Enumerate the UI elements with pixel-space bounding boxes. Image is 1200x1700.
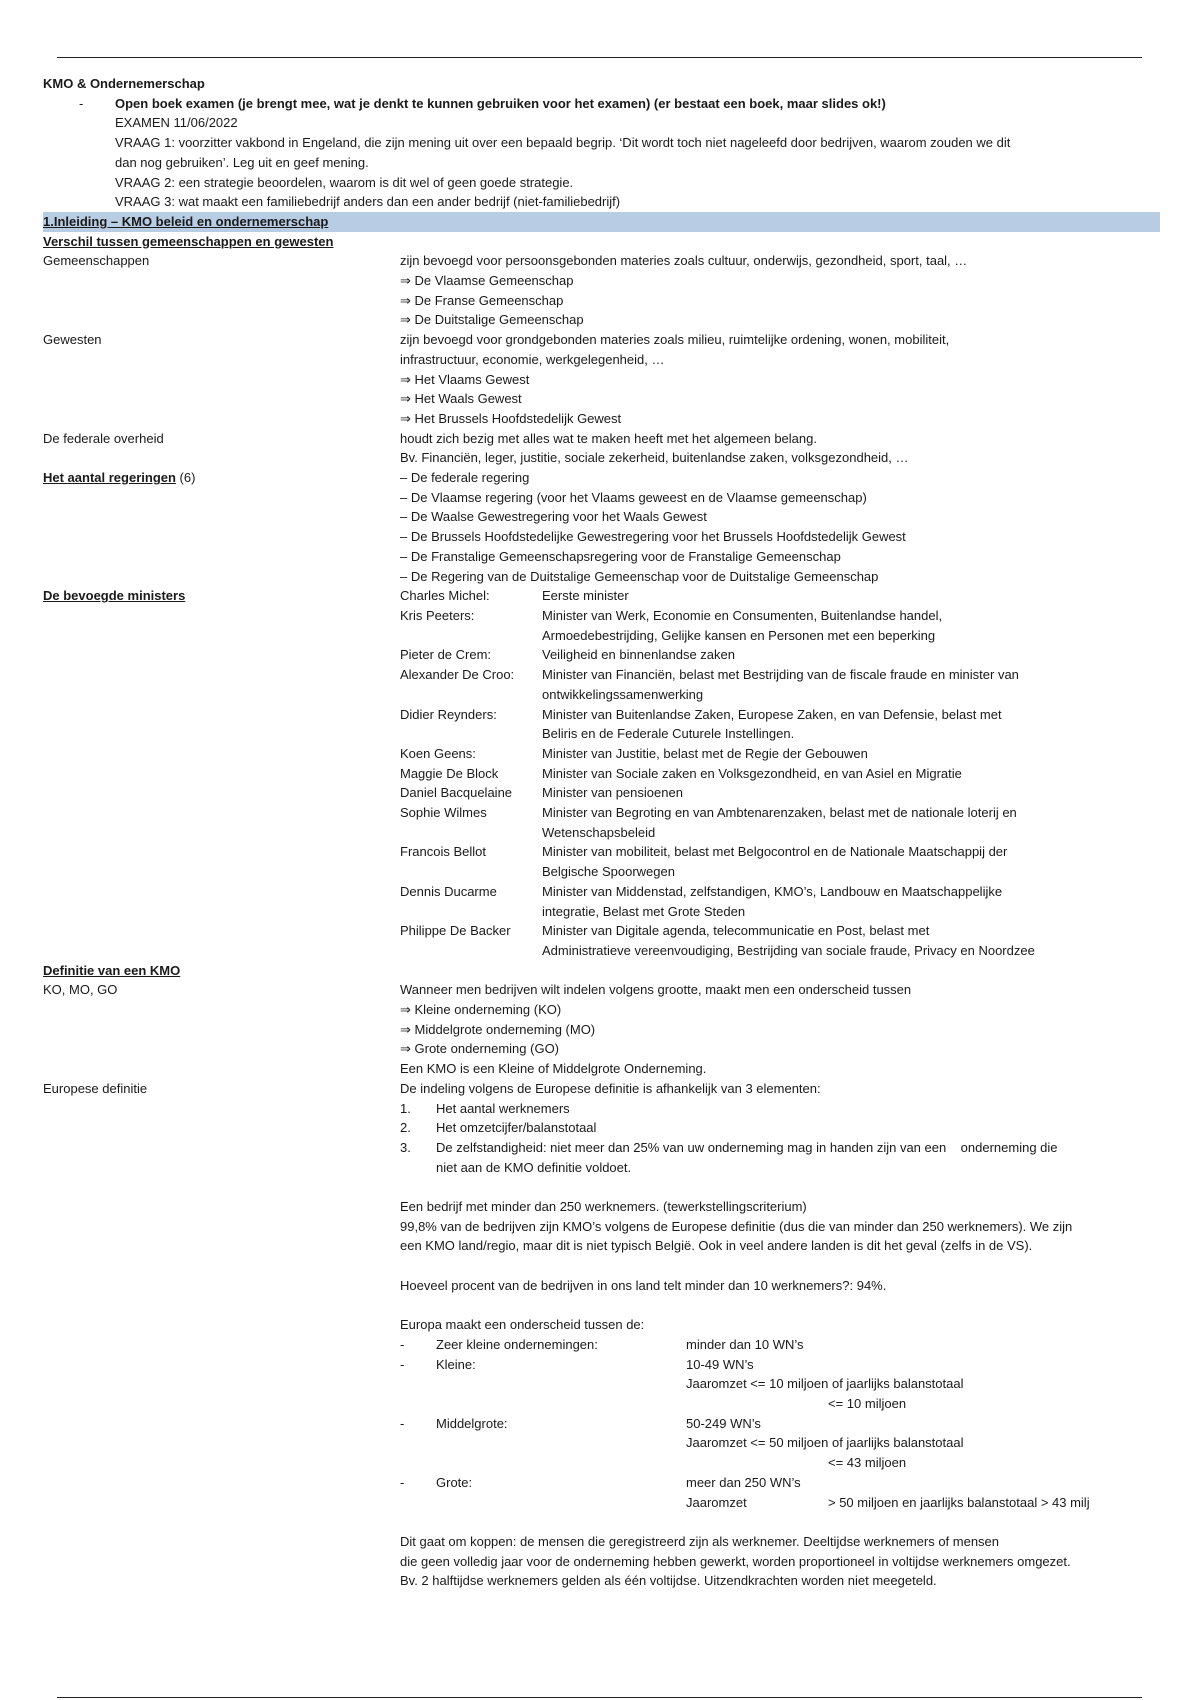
minister-role: Minister van pensioenen (542, 785, 683, 801)
text-line: 99,8% van de bedrijven zijn KMO’s volgens de Europese definitie (dus die van minder dan 250 werknemers). We zijn (400, 1218, 1073, 1234)
minister-role: Administratieve vereenvoudiging, Bestrijding van sociale fraude, Privacy en Noordzee (542, 942, 1035, 958)
label-gemeenschappen: Gemeenschappen (43, 253, 150, 269)
numbered-item (400, 1099, 1173, 1119)
size-row (400, 1355, 1173, 1414)
text-line: Bv. Financiën, leger, justitie, sociale zekerheid, buitenlandse zaken, volksgezondheid, … (400, 450, 909, 466)
size-criterion: > 50 miljoen en jaarlijks balanstotaal > 43 milj (828, 1494, 1090, 1510)
subheading-verschil: Verschil tussen gemeenschappen en gewesten (43, 233, 334, 249)
size-criterion: meer dan 250 WN’s (686, 1474, 801, 1490)
minister-name: Dennis Ducarme (400, 883, 497, 899)
document-title: KMO & Ondernemerschap (43, 76, 205, 91)
minister-role: Eerste minister (542, 588, 629, 604)
exam-question-3: VRAAG 3: wat maakt een familiebedrijf anders dan een ander bedrijf (niet-familiebedrijf) (115, 194, 621, 210)
label-federale-overheid: De federale overheid (43, 430, 164, 446)
minister-role: Veiligheid en binnenlandse zaken (542, 647, 735, 663)
size-row (400, 1414, 1173, 1473)
header-rule (57, 57, 1142, 58)
item-text: niet aan de KMO definitie voldoet. (436, 1159, 632, 1175)
text-line: Een KMO is een Kleine of Middelgrote Onderneming. (400, 1061, 707, 1077)
text-line: Een bedrijf met minder dan 250 werknemers. (tewerkstellingscriterium) (400, 1199, 807, 1215)
minister-role: Minister van Financiën, belast met Bestrijding van de fiscale fraude en minister van (542, 667, 1019, 683)
regeringen-heading: Het aantal regeringen (43, 470, 176, 486)
row-ministers (43, 586, 1173, 960)
minister-row (400, 586, 1173, 606)
numbered-item (400, 1138, 1173, 1177)
minister-name: Francois Bellot (400, 844, 486, 860)
item-number: 3. (400, 1139, 411, 1155)
label-gewesten: Gewesten (43, 332, 102, 348)
size-category: Grote: (436, 1474, 473, 1490)
minister-row (400, 606, 1173, 645)
list-item: ⇒ De Vlaamse Gemeenschap (400, 273, 574, 289)
minister-name: Daniel Bacquelaine (400, 785, 513, 801)
size-criterion: 50-249 WN’s (686, 1415, 761, 1431)
text-line: Dit gaat om koppen: de mensen die geregistreerd zijn als werknemer. Deeltijdse werknemers of mensen (400, 1533, 1000, 1549)
size-criterion: <= 43 miljoen (828, 1455, 907, 1471)
minister-role: integratie, Belast met Grote Steden (542, 903, 746, 919)
minister-role: Minister van Digitale agenda, telecommunicatie en Post, belast met (542, 923, 930, 939)
minister-name: Charles Michel: (400, 588, 490, 604)
minister-name: Koen Geens: (400, 745, 476, 761)
list-item: ⇒ De Duitstalige Gemeenschap (400, 312, 584, 328)
minister-role: Minister van Begroting en van Ambtenarenzaken, belast met de nationale loterij en (542, 805, 1017, 821)
size-row (400, 1335, 1173, 1355)
size-category: Kleine: (436, 1356, 476, 1372)
minister-name: Alexander De Croo: (400, 667, 515, 683)
list-item: ⇒ Kleine onderneming (KO) (400, 1002, 562, 1018)
minister-name: Didier Reynders: (400, 706, 497, 722)
item-number: 2. (400, 1120, 411, 1136)
minister-row (400, 842, 1173, 881)
minister-role: Minister van Werk, Economie en Consumenten, Buitenlandse handel, (542, 607, 943, 623)
subheading-kmo-definitie: Definitie van een KMO (43, 962, 181, 978)
row-regeringen (43, 468, 1173, 586)
numbered-item (400, 1118, 1173, 1138)
exam-question-1-cont: dan nog gebruiken’. Leg uit en geef mening. (115, 154, 369, 170)
minister-row (400, 783, 1173, 803)
list-item: – De Regering van de Duitstalige Gemeenschap voor de Duitstalige Gemeenschap (400, 568, 879, 584)
minister-role: Minister van Sociale zaken en Volksgezondheid, en van Asiel en Migratie (542, 765, 962, 781)
minister-role: Armoedebestrijding, Gelijke kansen en Personen met een beperking (542, 627, 936, 643)
list-item: ⇒ Het Vlaams Gewest (400, 371, 530, 387)
text-line: Europa maakt een onderscheid tussen de: (400, 1317, 645, 1333)
exam-bullet-text: Open boek examen (je brengt mee, wat je denkt te kunnen gebruiken voor het examen) (er bestaat een boek, maar slides ok!) (115, 95, 886, 111)
size-category: Middelgrote: (436, 1415, 508, 1431)
size-criterion: Jaaromzet <= 10 miljoen of jaarlijks balanstotaal (686, 1376, 964, 1392)
list-item: ⇒ Het Brussels Hoofdstedelijk Gewest (400, 410, 622, 426)
list-item: – De Franstalige Gemeenschapsregering voor de Franstalige Gemeenschap (400, 548, 841, 564)
document-body (43, 74, 1173, 1591)
row-federale-overheid (43, 429, 1173, 468)
bullet-dash: - (79, 95, 84, 111)
text-line: een KMO land/regio, maar dit is niet typisch België. Ook in veel andere landen is dit het geval (zelfs in de VS). (400, 1238, 1033, 1254)
footer-rule (57, 1697, 1142, 1698)
bullet-dash: - (400, 1356, 405, 1372)
text-line: zijn bevoegd voor grondgebonden materies zoals milieu, ruimtelijke ordening, wonen, mobiliteit, (400, 332, 950, 348)
section-heading: 1.Inleiding – KMO beleid en ondernemerschap (43, 212, 1160, 232)
minister-name: Kris Peeters: (400, 607, 475, 623)
minister-row (400, 803, 1173, 842)
minister-role: Minister van Middenstad, zelfstandigen, KMO’s, Landbouw en Maatschappelijke (542, 883, 1003, 899)
text-line: Wanneer men bedrijven wilt indelen volgens grootte, maakt men een onderscheid tussen (400, 982, 912, 998)
text-line: De indeling volgens de Europese definitie is afhankelijk van 3 elementen: (400, 1080, 821, 1096)
text-line: die geen volledig jaar voor de onderneming hebben gewerkt, worden proportioneel in voltijdse werknemers omgezet. (400, 1553, 1071, 1569)
exam-question-1: VRAAG 1: voorzitter vakbond in Engeland, die zijn mening uit over een bepaald begrip. ‘Dit wordt toch niet nageleefd door bedrijven, waarom zouden we dit (115, 135, 1011, 151)
size-criterion: minder dan 10 WN’s (686, 1336, 804, 1352)
label-ministers: De bevoegde ministers (43, 588, 186, 604)
text-line: infrastructuur, economie, werkgelegenheid, … (400, 351, 665, 367)
label-europese-definitie: Europese definitie (43, 1080, 148, 1096)
minister-role: Minister van mobiliteit, belast met Belgocontrol en de Nationale Maatschappij der (542, 844, 1008, 860)
row-ko-mo-go (43, 980, 1173, 1079)
list-item: ⇒ De Franse Gemeenschap (400, 292, 564, 308)
label-ko-mo-go: KO, MO, GO (43, 982, 118, 998)
row-gewesten (43, 330, 1173, 429)
exam-bullet (43, 94, 1173, 114)
minister-row (400, 645, 1173, 665)
list-item: ⇒ Het Waals Gewest (400, 391, 522, 407)
bullet-dash: - (400, 1415, 405, 1431)
size-row (400, 1473, 1173, 1512)
list-item: – De federale regering (400, 470, 530, 486)
bullet-dash: - (400, 1474, 405, 1490)
text-line: Bv. 2 halftijdse werknemers gelden als één voltijdse. Uitzendkrachten worden niet meegeteld. (400, 1573, 937, 1589)
item-number: 1. (400, 1100, 411, 1116)
list-item: – De Vlaamse regering (voor het Vlaams geweest en de Vlaamse gemeenschap) (400, 489, 867, 505)
size-criterion: 10-49 WN’s (686, 1356, 754, 1372)
minister-name: Sophie Wilmes (400, 805, 487, 821)
list-item: – De Waalse Gewestregering voor het Waals Gewest (400, 509, 707, 525)
text-line: zijn bevoegd voor persoonsgebonden materies zoals cultuur, onderwijs, gezondheid, sport, taal, … (400, 253, 968, 269)
minister-name: Philippe De Backer (400, 923, 511, 939)
minister-role: Belgische Spoorwegen (542, 864, 675, 880)
minister-row (400, 764, 1173, 784)
item-text: De zelfstandigheid: niet meer dan 25% van uw onderneming mag in handen zijn van een onderneming die (436, 1139, 1058, 1155)
exam-question-2: VRAAG 2: een strategie beoordelen, waarom is dit wel of geen goede strategie. (115, 174, 574, 190)
item-text: Het omzetcijfer/balanstotaal (436, 1120, 597, 1136)
size-criterion: Jaaromzet <= 50 miljoen of jaarlijks balanstotaal (686, 1435, 964, 1451)
label-regeringen (43, 468, 400, 586)
minister-row (400, 921, 1173, 960)
list-item: ⇒ Middelgrote onderneming (MO) (400, 1021, 596, 1037)
regeringen-count: (6) (175, 470, 196, 486)
list-item: – De Brussels Hoofdstedelijke Gewestregering voor het Brussels Hoofdstedelijk Gewest (400, 529, 906, 545)
minister-role: Minister van Justitie, belast met de Regie der Gebouwen (542, 745, 868, 761)
size-category: Zeer kleine ondernemingen: (436, 1336, 598, 1352)
text-line: houdt zich bezig met alles wat te maken heeft met het algemeen belang. (400, 430, 817, 446)
minister-role: ontwikkelingssamenwerking (542, 686, 704, 702)
exam-date: EXAMEN 11/06/2022 (115, 115, 238, 131)
size-criterion: <= 10 miljoen (828, 1396, 907, 1412)
minister-role: Beliris en de Federale Cuturele Instellingen. (542, 726, 795, 742)
minister-row (400, 705, 1173, 744)
minister-row (400, 882, 1173, 921)
minister-name: Maggie De Block (400, 765, 499, 781)
minister-role: Wetenschapsbeleid (542, 824, 656, 840)
size-criterion: Jaaromzet (686, 1494, 747, 1510)
minister-role: Minister van Buitenlandse Zaken, Europese Zaken, en van Defensie, belast met (542, 706, 1002, 722)
minister-row (400, 744, 1173, 764)
text-line: Hoeveel procent van de bedrijven in ons land telt minder dan 10 werknemers?: 94%. (400, 1277, 887, 1293)
row-gemeenschappen (43, 251, 1173, 330)
minister-row (400, 665, 1173, 704)
list-item: ⇒ Grote onderneming (GO) (400, 1041, 560, 1057)
row-europese-definitie (43, 1079, 1173, 1591)
item-text: Het aantal werknemers (436, 1100, 570, 1116)
bullet-dash: - (400, 1336, 405, 1352)
minister-name: Pieter de Crem: (400, 647, 492, 663)
